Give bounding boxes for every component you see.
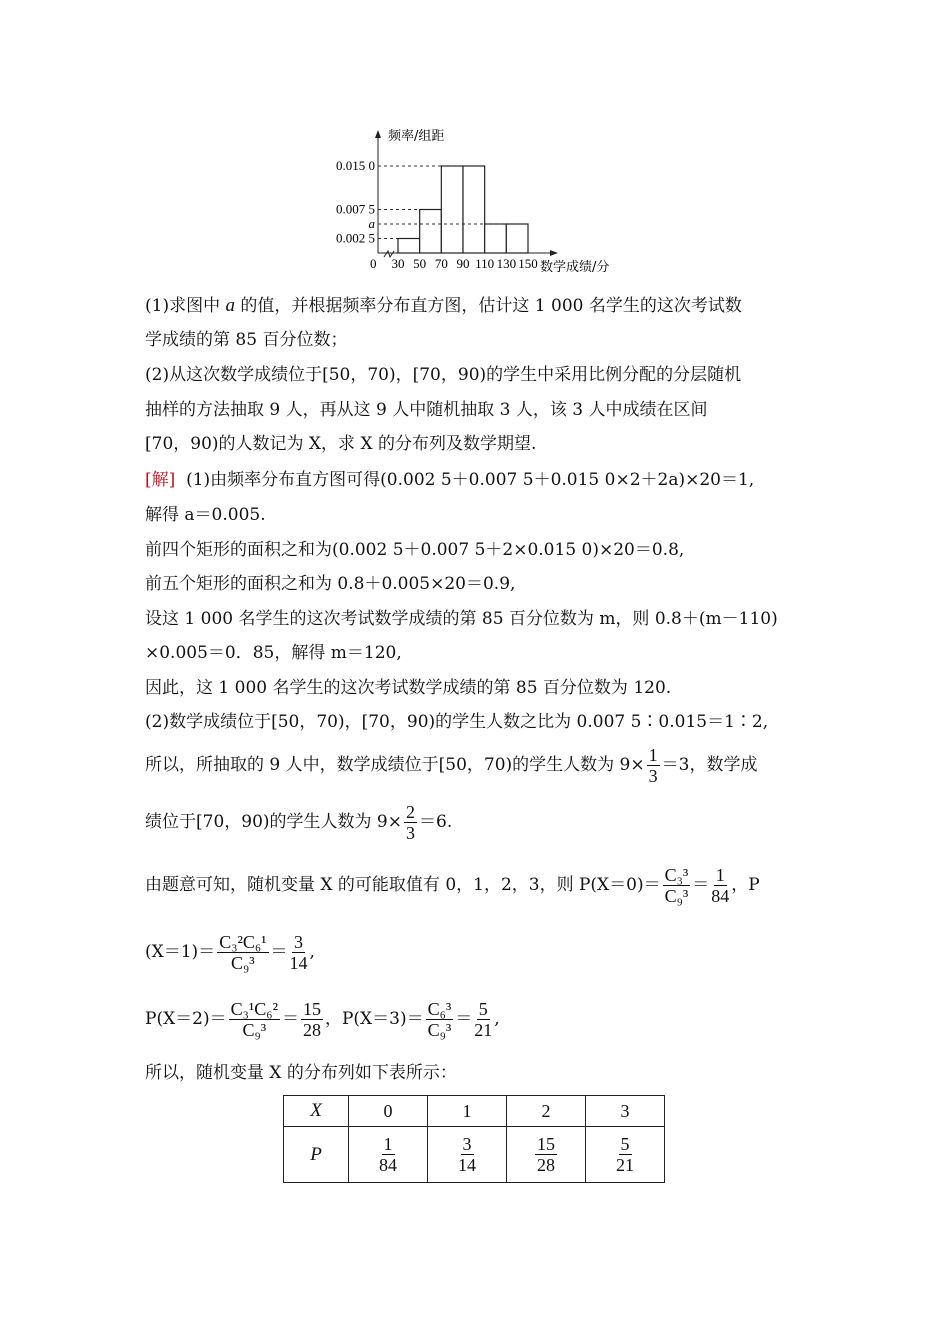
solution-line-9	[145, 745, 757, 786]
denominator: C₉³	[427, 1020, 452, 1040]
table-cell	[507, 1127, 586, 1183]
table-cell: 1	[428, 1096, 507, 1127]
denominator: 21	[616, 1155, 634, 1175]
numerator: 2	[406, 802, 415, 822]
solution-line-13	[145, 999, 500, 1040]
text: ，P	[731, 875, 760, 895]
text: ，P(X＝3)＝	[324, 1009, 424, 1029]
fraction	[229, 999, 280, 1040]
solution-line-4: 前五个矩形的面积之和为 0.8＋0.005×20＝0.9,	[145, 574, 516, 594]
table-cell	[284, 1127, 349, 1183]
fraction	[663, 865, 691, 906]
y-axis-label: 频率/组距	[388, 129, 445, 144]
solution-line-5: 设这 1 000 名学生的这次考试数学成绩的第 85 百分位数为 m，则 0.8＋(m－110)	[145, 609, 778, 629]
fraction	[616, 1134, 634, 1175]
numerator: 3	[462, 1134, 472, 1154]
numerator: 1	[648, 745, 658, 765]
table-cell: 2	[507, 1096, 586, 1127]
numerator: C₃¹C₆²	[230, 999, 278, 1019]
text: ＝	[455, 1009, 473, 1029]
solution-line-14: 所以，随机变量 X 的分布列如下表所示：	[145, 1063, 457, 1083]
numerator: C₃²C₆¹	[219, 932, 267, 952]
denominator: 3	[648, 766, 658, 786]
question-2-line-3: [70，90)的人数记为 X，求 X 的分布列及数学期望.	[145, 434, 537, 454]
text: (1)求图中	[145, 296, 226, 316]
solution-line-7: 因此，这 1 000 名学生的这次考试数学成绩的第 85 百分位数为 120.	[145, 678, 672, 698]
frequency-histogram	[320, 120, 640, 280]
text: 由题意可知，随机变量 X 的可能取值有 0，1，2，3，则 P(X＝0)＝	[145, 875, 661, 895]
numerator: 15	[537, 1134, 555, 1154]
denominator: C₉³	[242, 1020, 267, 1040]
fraction	[301, 999, 323, 1040]
y-tick-label: a	[368, 216, 375, 231]
solution-tag: [解]	[145, 470, 176, 490]
numerator: C₃³	[664, 865, 689, 885]
text: ,	[494, 1009, 500, 1029]
numerator: 5	[478, 999, 488, 1019]
x-tick-label: 30	[391, 256, 405, 271]
solution-line-8: (2)数学成绩位于[50，70)，[70，90)的学生人数之比为 0.007 5∶0.015＝1∶2,	[145, 712, 769, 732]
x-tick-label: 90	[456, 256, 470, 271]
numerator: 1	[383, 1134, 393, 1154]
var-p: P	[310, 1143, 322, 1165]
table-cell: 0	[349, 1096, 428, 1127]
table-cell	[428, 1127, 507, 1183]
fraction	[647, 745, 660, 786]
question-2-line-1: (2)从这次数学成绩位于[50，70)，[70，90)的学生中采用比例分配的分层随机	[145, 365, 742, 385]
text: (X＝1)＝	[145, 942, 216, 962]
x-tick-label: 70	[434, 256, 448, 271]
solution-line-11	[145, 865, 760, 906]
y-tick-label: 0.015 0	[336, 158, 375, 173]
denominator: 84	[711, 886, 730, 906]
histogram-bar	[420, 210, 442, 254]
denominator: 84	[379, 1155, 397, 1175]
text: ＝	[692, 875, 710, 895]
text: ,	[309, 942, 315, 962]
histogram-bar	[506, 224, 528, 253]
fraction	[379, 1134, 397, 1175]
denominator: C₉³	[664, 886, 689, 906]
var-a: a	[225, 295, 235, 316]
solution-line-3: 前四个矩形的面积之和为(0.002 5＋0.007 5＋2×0.015 0)×20＝0.8,	[145, 540, 685, 560]
histogram-bar	[398, 239, 420, 254]
solution-line-2: 解得 a＝0.005.	[145, 505, 266, 525]
text: ＝6.	[419, 812, 453, 832]
denominator: 14	[458, 1155, 476, 1175]
x-tick-label: 130	[496, 256, 517, 271]
fraction	[535, 1134, 557, 1175]
text: (1)由频率分布直方图可得(0.002 5＋0.007 5＋0.015 0×2＋2a)×20＝1,	[186, 470, 755, 490]
origin-label: 0	[370, 256, 377, 271]
solution-line-12	[145, 932, 315, 973]
x-tick-label: 110	[475, 256, 495, 271]
text: ＝	[281, 1009, 299, 1029]
denominator: 28	[537, 1155, 555, 1175]
denominator: 21	[474, 1020, 493, 1040]
fraction	[290, 932, 308, 973]
histogram-bar	[463, 166, 485, 253]
denominator: C₉³	[231, 953, 255, 973]
fraction	[404, 802, 417, 843]
distribution-table	[283, 1095, 665, 1183]
solution-line-10	[145, 802, 452, 843]
text: ＝3，数学成	[661, 755, 758, 775]
y-axis-arrow-icon	[375, 130, 381, 138]
text: ＝	[270, 942, 288, 962]
question-1-line-2: 学成绩的第 85 百分位数；	[145, 330, 348, 350]
numerator: 15	[302, 999, 321, 1019]
numerator: C₆³	[427, 999, 452, 1019]
histogram-bar	[441, 166, 463, 253]
denominator: 14	[289, 953, 308, 973]
table-cell	[349, 1127, 428, 1183]
denominator: 3	[406, 823, 415, 843]
question-2-line-2: 抽样的方法抽取 9 人，再从这 9 人中随机抽取 3 人，该 3 人中成绩在区间	[145, 400, 708, 420]
text: 的值，并根据频率分布直方图，估计这 1 000 名学生的这次考试数	[234, 296, 742, 316]
fraction	[711, 865, 729, 906]
x-axis-arrow-icon	[550, 250, 558, 256]
histogram-bar	[485, 224, 507, 253]
y-tick-label: 0.007 5	[336, 201, 375, 217]
solution-line-1	[145, 469, 754, 491]
table-row	[284, 1127, 665, 1183]
table-cell	[586, 1127, 665, 1183]
x-axis-label: 数学成绩/分	[540, 260, 610, 275]
fraction	[426, 999, 454, 1040]
text: 所以，所抽取的 9 人中，数学成绩位于[50，70)的学生人数为 9×	[145, 755, 645, 775]
table-cell: 3	[586, 1096, 665, 1127]
fraction	[474, 999, 492, 1040]
x-tick-label: 50	[413, 256, 427, 271]
numerator: 5	[620, 1134, 630, 1154]
solution-line-6: ×0.005＝0．85，解得 m＝120,	[145, 643, 402, 663]
var-x: X	[310, 1100, 322, 1121]
table-cell	[284, 1096, 349, 1127]
x-tick-label: 150	[518, 256, 538, 271]
numerator: 1	[715, 865, 725, 885]
text: P(X＝2)＝	[145, 1009, 227, 1029]
denominator: 28	[302, 1020, 321, 1040]
numerator: 3	[294, 932, 304, 952]
fraction	[458, 1134, 476, 1175]
fraction	[217, 932, 268, 973]
y-tick-label: 0.002 5	[336, 230, 375, 246]
text: 绩位于[70，90)的学生人数为 9×	[145, 812, 402, 832]
question-1-line-1	[145, 295, 742, 317]
table-row	[284, 1096, 665, 1127]
